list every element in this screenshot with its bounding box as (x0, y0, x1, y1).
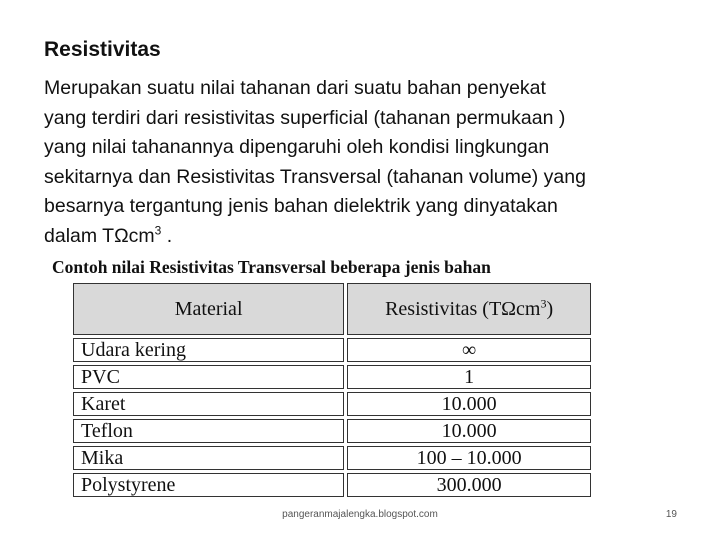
body-line-end: . (161, 224, 173, 247)
body-paragraph (44, 74, 694, 251)
resistivity-cell: 300.000 (346, 472, 593, 499)
table-row (72, 391, 593, 418)
slide-title: Resistivitas (44, 38, 161, 61)
resistivity-cell: ∞ (346, 337, 593, 364)
table-caption: Contoh nilai Resistivitas Transversal beberapa jenis bahan (52, 257, 491, 277)
material-cell: Polystyrene (72, 472, 346, 499)
body-line: yang terdiri dari resistivitas superficial (tahanan permukaan ) (44, 106, 566, 129)
header-resistivity-close: ) (546, 297, 554, 320)
resistivity-cell: 1 (346, 364, 593, 391)
table-row (72, 337, 593, 364)
material-cell: Mika (72, 445, 346, 472)
material-cell: Udara kering (72, 337, 346, 364)
header-resistivity (346, 282, 593, 337)
page-number: 19 (665, 509, 677, 520)
body-line: besarnya tergantung jenis bahan dielektrik yang dinyatakan (44, 195, 558, 217)
table-row (72, 472, 593, 499)
table-row (72, 364, 593, 391)
material-cell: PVC (72, 364, 346, 391)
footer-source: pangeranmajalengka.blogspot.com (282, 509, 438, 520)
material-cell: Teflon (72, 418, 346, 445)
header-resistivity-label: Resistivitas (TΩcm (385, 297, 541, 320)
header-resistivity-exponent: 3 (540, 295, 547, 310)
body-unit-text: dalam TΩcm (44, 224, 155, 247)
body-line: yang nilai tahanannya dipengaruhi oleh kondisi lingkungan (44, 136, 550, 158)
resistivity-cell: 10.000 (346, 418, 593, 445)
resistivity-table-frame (70, 280, 594, 496)
table-row (72, 418, 593, 445)
resistivity-cell: 100 – 10.000 (346, 445, 593, 472)
resistivity-cell: 10.000 (346, 391, 593, 418)
table-row (72, 445, 593, 472)
resistivity-table (70, 280, 594, 500)
material-cell: Karet (72, 391, 346, 418)
header-material: Material (72, 282, 346, 337)
body-unit-exponent: 3 (154, 223, 162, 237)
body-line: Merupakan suatu nilai tahanan dari suatu bahan penyekat (44, 77, 546, 99)
body-line-last (44, 225, 172, 247)
table-header-row (72, 282, 593, 337)
body-line: sekitarnya dan Resistivitas Transversal (tahanan volume) yang (44, 165, 586, 188)
